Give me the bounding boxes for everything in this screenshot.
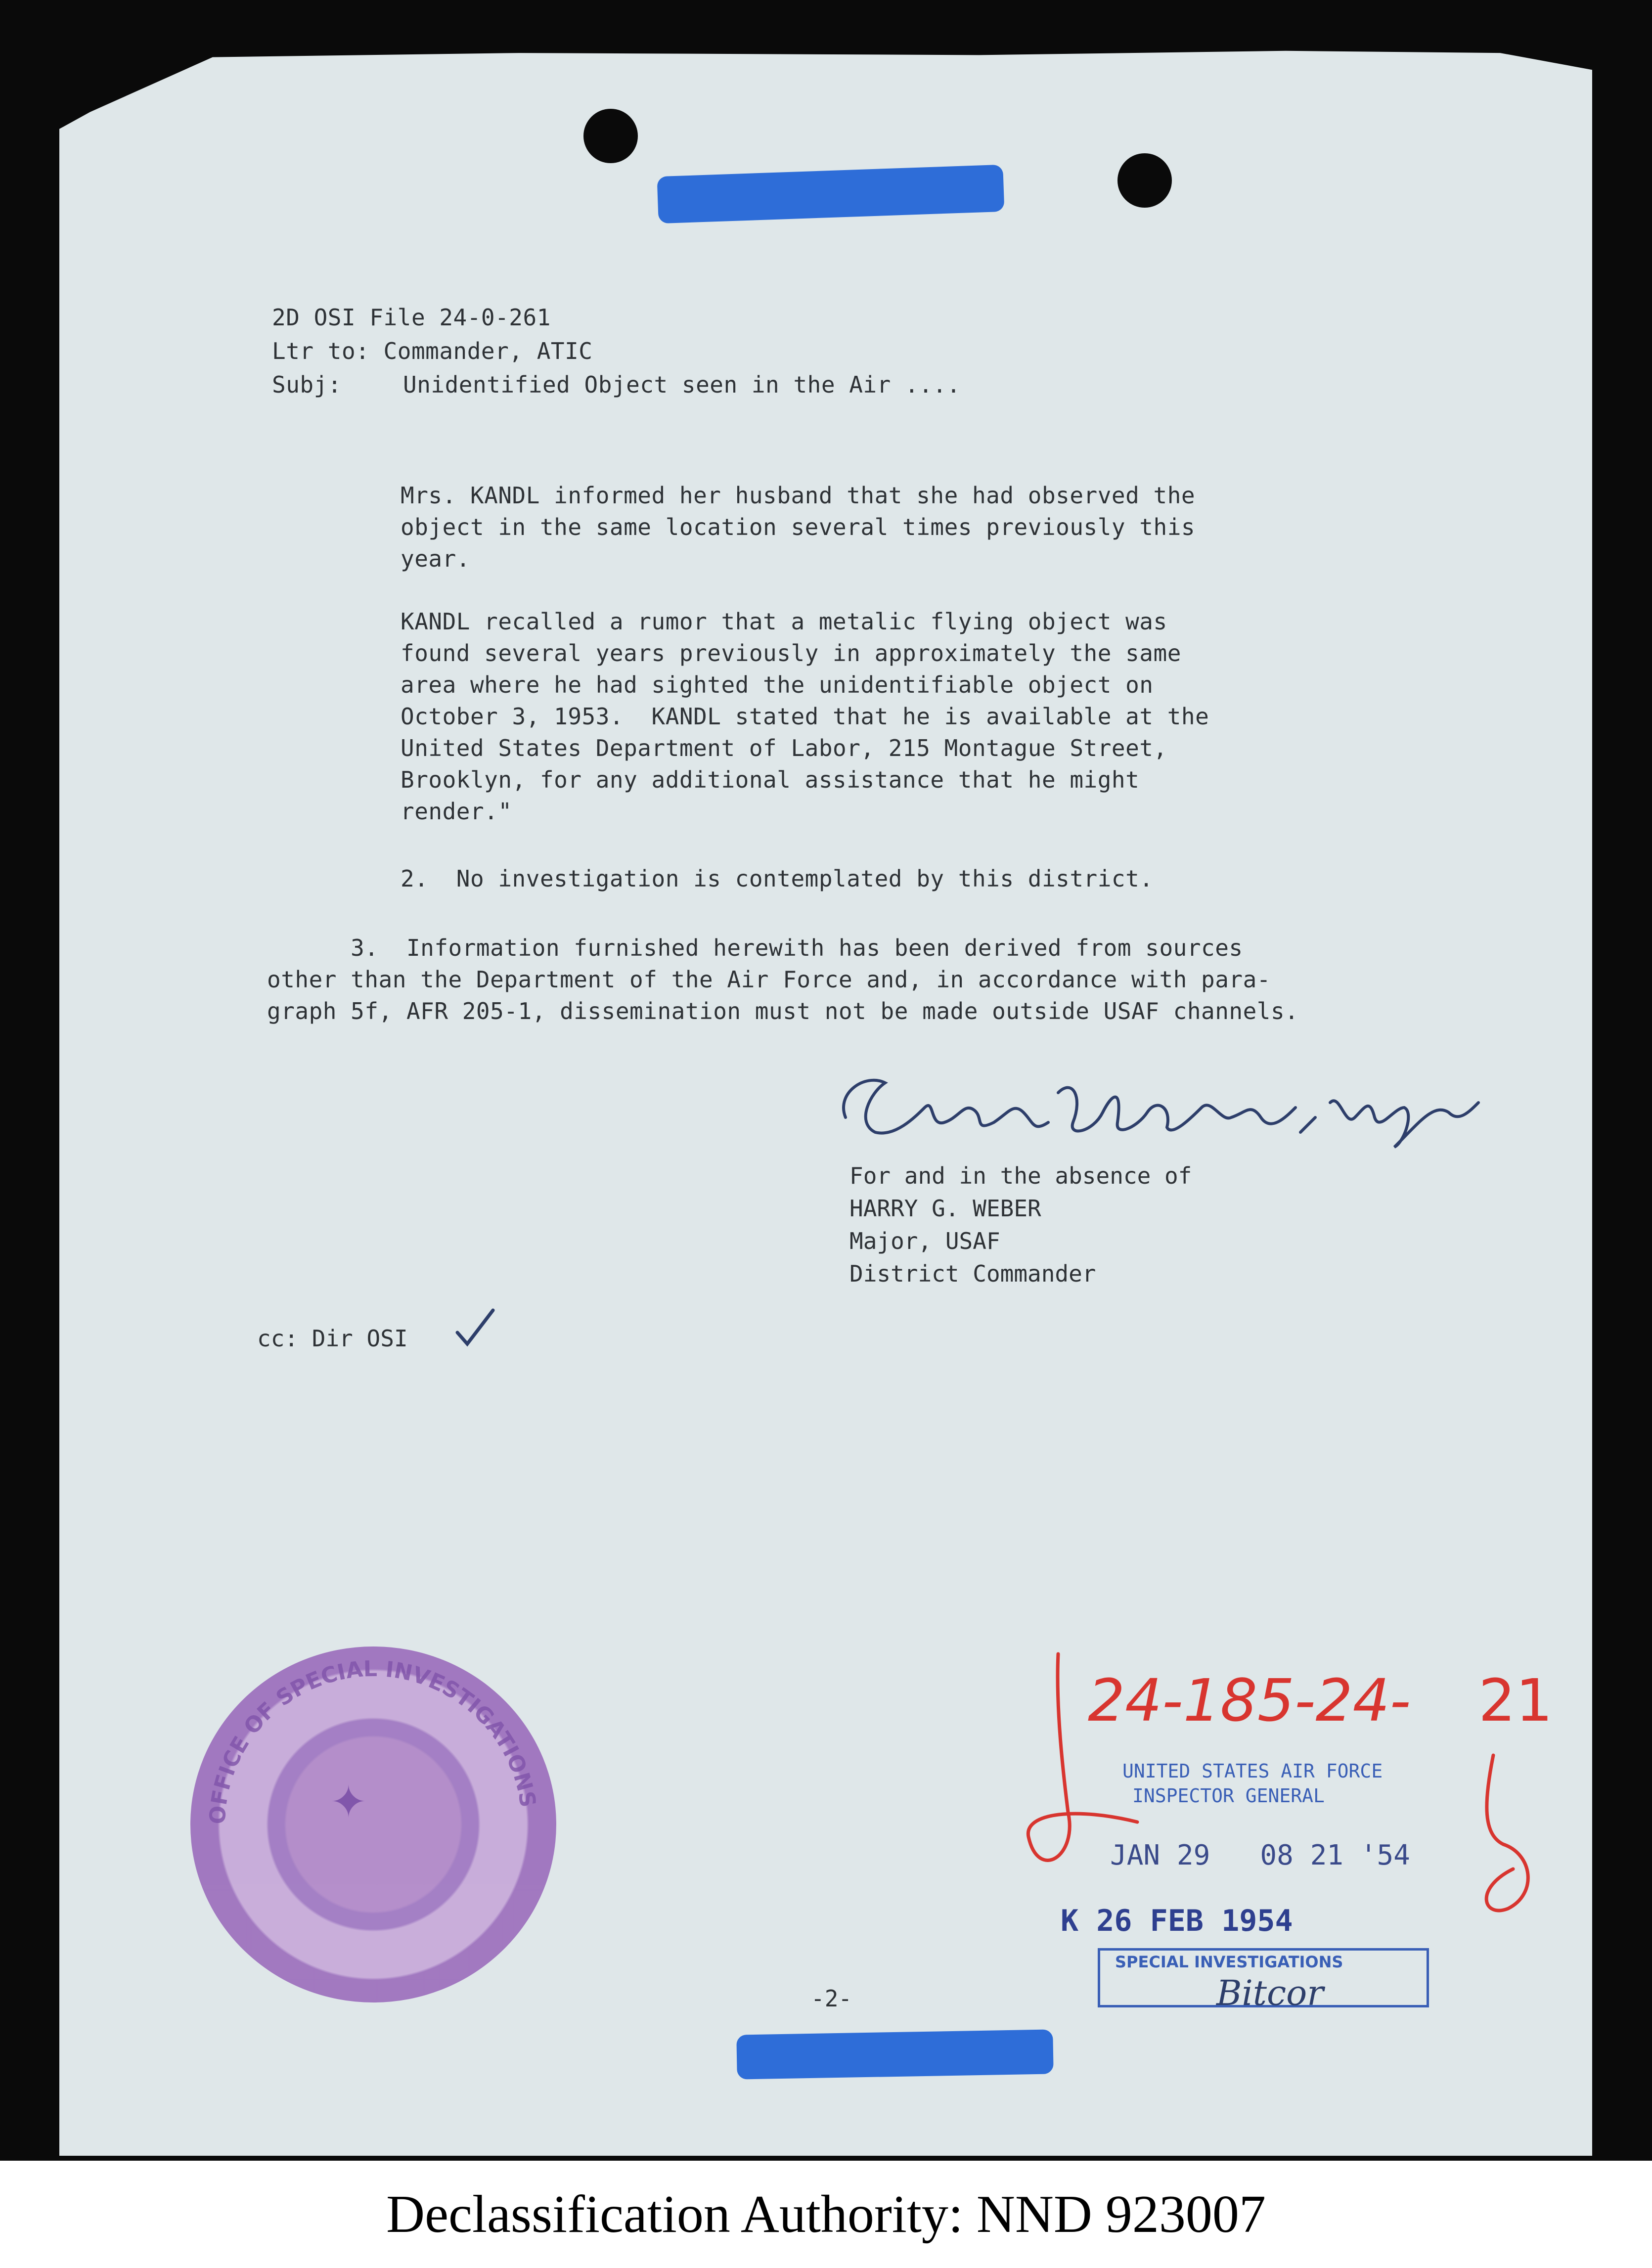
page-number: -2- (811, 1985, 852, 2012)
stamp-org-line: INSPECTOR GENERAL (1132, 1785, 1325, 1807)
subject-label: Subj: (272, 371, 342, 398)
stamp-section-text: SPECIAL INVESTIGATIONS (1115, 1953, 1343, 1971)
numbered-item-3-line: graph 5f, AFR 205-1, dissemination must not be made outside USAF channels. (267, 998, 1299, 1024)
paragraph-line: found several years previously in approximately the same (401, 640, 1181, 667)
stamp-date: JAN 29 08 21 '54 (1110, 1839, 1410, 1871)
subject-text: Unidentified Object seen in the Air .... (403, 371, 961, 398)
punch-hole (583, 109, 638, 163)
handwritten-signature (826, 1063, 1508, 1152)
red-margin-number: 21 (1478, 1666, 1553, 1734)
paragraph-line: render." (401, 798, 512, 825)
seal-ring-text (190, 1646, 556, 2002)
signature-line: District Commander (849, 1260, 1096, 1287)
file-reference: 2D OSI File 24-0-261 (272, 304, 551, 331)
paragraph-line: Mrs. KANDL informed her husband that she had observed the (401, 482, 1196, 509)
seal-emblem: ✦ (321, 1782, 374, 1820)
numbered-item-3-line: 3. Information furnished herewith has been derived from sources (267, 934, 1243, 961)
signature-block (849, 1159, 1192, 1290)
paragraph-line: area where he had sighted the unidentifiable object on (401, 671, 1154, 698)
paragraph-line: Brooklyn, for any additional assistance that he might (401, 766, 1140, 793)
numbered-item-2: 2. No investigation is contemplated by this district. (401, 865, 1154, 892)
red-file-number: 24-185-24- (1088, 1666, 1411, 1734)
paragraph-line: United States Department of Labor, 215 Montague Street, (401, 735, 1167, 761)
checkmark-icon (452, 1305, 497, 1350)
signature-line: Major, USAF (849, 1228, 1000, 1254)
letter-to: Ltr to: Commander, ATIC (272, 338, 593, 364)
paragraph-line: object in the same location several times previously this (401, 514, 1196, 540)
redaction-mark-bottom (736, 2029, 1053, 2079)
punch-hole (1117, 153, 1172, 208)
cc-line: cc: Dir OSI (257, 1325, 408, 1352)
handwritten-initials: Bitcor (1216, 1973, 1324, 2013)
paragraph-line: October 3, 1953. KANDL stated that he is available at the (401, 703, 1209, 730)
signature-line: For and in the absence of (849, 1162, 1192, 1189)
declassification-caption: Declassification Authority: NND 923007 (0, 2161, 1652, 2268)
svg-text:OFFICE OF SPECIAL INVESTIGATIO: OFFICE OF SPECIAL INVESTIGATIONS (205, 1656, 541, 1825)
paragraph-line: KANDL recalled a rumor that a metalic flying object was (401, 608, 1167, 635)
red-pencil-mark (1454, 1745, 1563, 1923)
signature-line: HARRY G. WEBER (849, 1195, 1041, 1222)
stamp-date-received: K 26 FEB 1954 (1061, 1904, 1293, 1938)
paragraph-line: year. (401, 545, 470, 572)
official-seal (190, 1646, 556, 2002)
stamp-org-line: UNITED STATES AIR FORCE (1122, 1760, 1383, 1782)
numbered-item-3-line: other than the Department of the Air Force and, in accordance with para- (267, 966, 1271, 993)
